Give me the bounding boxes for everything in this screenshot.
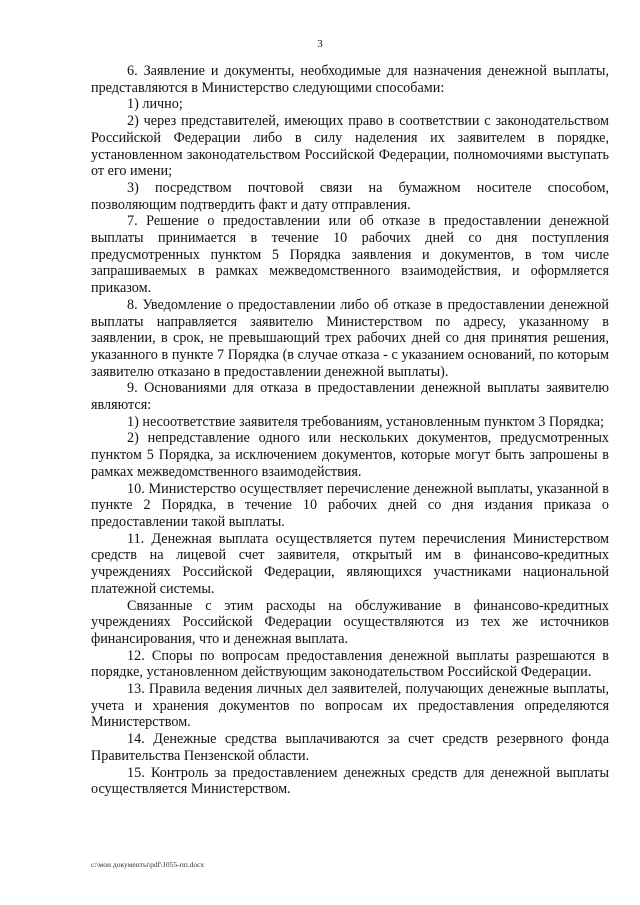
page-number: 3 <box>317 38 323 50</box>
paragraph-15: 15. Контроль за предоставлением денежных средств для денежной выплаты осуществляется Министерством. <box>91 764 609 798</box>
document-body <box>91 63 609 798</box>
paragraph-6: 6. Заявление и документы, необходимые для назначения денежной выплаты, представляются в Министерство следующими способами: <box>91 63 609 96</box>
paragraph-11: 11. Денежная выплата осуществляется путем перечисления Министерством средств на лицевой счет заявителя, открытый им в финансово-кредитных учреждениях Российской Федерации, являющихся участниками национальной платежной системы. <box>91 530 609 597</box>
file-path-footer: c:\мои документы\pdf\1055-пп.docx <box>91 860 205 869</box>
paragraph-14: 14. Денежные средства выплачиваются за счет средств резервного фонда Правительства Пензенской области. <box>91 731 609 764</box>
paragraph-12: 12. Споры по вопросам предоставления денежной выплаты разрешаются в порядке, установленном действующим законодательством Российской Федерации. <box>91 647 609 681</box>
paragraph-9-item-1: 1) несоответствие заявителя требованиям, установленным пунктом 3 Порядка; <box>127 413 605 430</box>
paragraph-11-expenses: Связанные с этим расходы на обслуживание в финансово-кредитных учреждениях Российской Федерации осуществляются из тех же источников финансирования, что и денежная выплата. <box>91 597 609 647</box>
paragraph-7: 7. Решение о предоставлении или об отказе в предоставлении денежной выплаты принимается в течение 10 рабочих дней со дня поступления предусмотренных пунктом 5 Порядка заявления и документов, в том числе запрашиваемых в рамках межведомственного взаимодействия, и оформляется приказом. <box>91 213 609 297</box>
paragraph-6-item-2: 2) через представителей, имеющих право в соответствии с законодательством Российской Федерации либо в силу наделения их заявителем в порядке, установленном законодательством Российской Федерации, полномочиями выступать от его имени; <box>91 113 609 180</box>
paragraph-9: 9. Основаниями для отказа в предоставлении денежной выплаты заявителю являются: <box>91 380 609 414</box>
paragraph-6-item-1: 1) лично; <box>127 96 183 113</box>
paragraph-8: 8. Уведомление о предоставлении либо об отказе в предоставлении денежной выплаты направляется заявителю Министерством по адресу, указанному в заявлении, в срок, не превышающий трех рабочих дней со дня принятия решения, указанного в пункте 7 Порядка (в случае отказа - с указанием оснований, по которым заявителю отказано в предоставлении денежной выплаты). <box>91 296 609 380</box>
paragraph-10: 10. Министерство осуществляет перечисление денежной выплаты, указанной в пункте 2 Порядка, в течение 10 рабочих дней со дня издания приказа о предоставлении такой выплаты. <box>91 480 609 530</box>
paragraph-9-item-2: 2) непредставление одного или нескольких документов, предусмотренных пунктом 5 Порядка, за исключением документов, которые могут быть запрошены в рамках межведомственного взаимодействия. <box>91 430 609 480</box>
paragraph-6-item-3: 3) посредством почтовой связи на бумажном носителе способом, позволяющим подтвердить факт и дату отправления. <box>91 179 609 213</box>
paragraph-13: 13. Правила ведения личных дел заявителей, получающих денежные выплаты, учета и хранения документов по вопросам их предоставления определяются Министерством. <box>91 681 609 731</box>
